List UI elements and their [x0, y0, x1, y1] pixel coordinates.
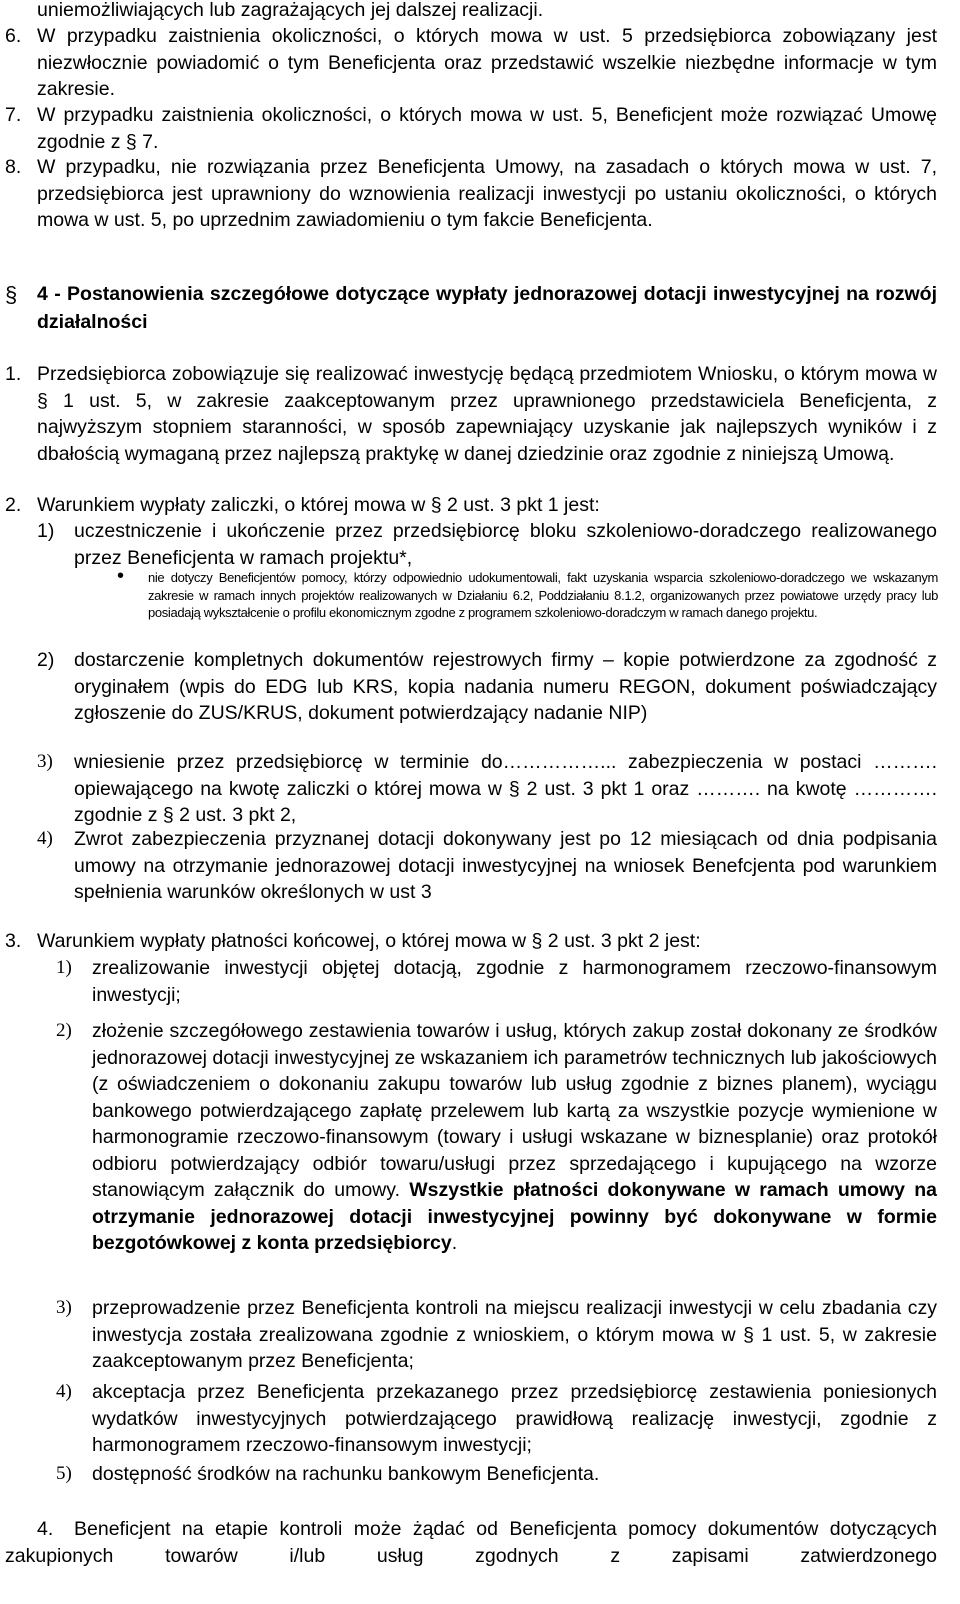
section-item-4: Beneficjent na etapie kontroli może żądać od Beneficjenta pomocy dokumentów dotyczących zakupionych towarów i/lub usług zgodnych z zapisami zatwierdzonego — [5, 1518, 937, 1567]
subitem-3-2-text: złożenie szczegółowego zestawienia towarów i usług, których zakup został dokonany ze środków jednorazowej dotacji inwestycyjnej ze wskazaniem ich parametrów technicznych lub jakościowych (z oświadczeniem o dokonaniu zakupu towarów lub usług zgodnie z biznes planem), wyciągu bankowego potwierdzającego zapłatę przelewem lub kartą za wszystkie pozycje wymienione w harmonogramie rzeczowo-finansowym (towary i usługi wskazane w biznesplanie) oraz protokół odbioru potwierdzający odbiór towaru/usługi przez sprzedającego i kupującego na wzorze stanowiącym załącznik do umowy. — [92, 1020, 937, 1201]
subitem-2-1: uczestniczenie i ukończenie przez przedsiębiorcę bloku szkoleniowo-doradczego realizowanego przez Beneficjenta w ramach projektu*, — [74, 520, 937, 569]
item-number-6: 6. — [5, 25, 22, 47]
subitem-number-2-4: 4) — [37, 828, 53, 849]
subitem-3-4: akceptacja przez Beneficjenta przekazanego przez przedsiębiorcę zestawienia poniesionych wydatków inwestycyjnych potwierdzającego prawidłową realizację inwestycji, zgodnie z harmonogramem rzeczowo-finansowym inwestycji; — [92, 1381, 937, 1456]
subitem-number-3-4: 4) — [56, 1381, 72, 1402]
section-item-number-4: 4. — [37, 1518, 54, 1540]
subitem-3-5: dostępność środków na rachunku bankowym Beneficjenta. — [92, 1463, 600, 1485]
bullet-note: nie dotyczy Beneficjentów pomocy, którzy odpowiednio udokumentowali, fakt uzyskania wsparcia szkoleniowo-doradczego we wskazanym zakresie w ramach innych projektów realizowanych w Działaniu 6.2, Poddziałaniu 8.1.2, organizowanych przez powiatowe urzędy pracy lub posiadają wykształcenie o profilu ekonomicznym zgodne z programem szkoleniowo-doradczym w ramach danego projektu. — [148, 570, 938, 621]
item-number-7: 7. — [5, 104, 22, 126]
subitem-3-2 — [92, 1018, 937, 1257]
paragraph-7: W przypadku zaistnienia okoliczności, o których mowa w ust. 5, Beneficjent może rozwiązać Umowę zgodnie z § 7. — [37, 104, 937, 153]
subitem-3-2-end: . — [451, 1232, 458, 1254]
paragraph-8: W przypadku, nie rozwiązania przez Beneficjenta Umowy, na zasadach o których mowa w ust. 7, przedsiębiorca jest uprawniony do wznowienia realizacji inwestycji po ustaniu okoliczności, o których mowa w ust. 5, po uprzednim zawiadomieniu o tym fakcie Beneficjenta. — [37, 156, 937, 231]
subitem-number-3-2: 2) — [56, 1020, 72, 1041]
section-item-3: Warunkiem wypłaty płatności końcowej, o której mowa w § 2 ust. 3 pkt 2 jest: — [37, 930, 701, 952]
section-item-number-2: 2. — [5, 494, 22, 516]
section-heading — [37, 280, 937, 336]
subitem-number-2-2: 2) — [37, 649, 55, 671]
section-item-2: Warunkiem wypłaty zaliczki, o której mowa w § 2 ust. 3 pkt 1 jest: — [37, 494, 600, 516]
subitem-number-2-3: 3) — [37, 751, 53, 772]
subitem-3-3: przeprowadzenie przez Beneficjenta kontroli na miejscu realizacji inwestycji w celu zbadania czy inwestycja została zrealizowana zgodnie z wnioskiem, o którym mowa w § 1 ust. 5, w zakresie zaakceptowanym przez Beneficjenta; — [92, 1297, 937, 1372]
section-symbol: § — [5, 282, 18, 307]
subitem-number-3-3: 3) — [56, 1297, 72, 1318]
subitem-2-2: dostarczenie kompletnych dokumentów rejestrowych firmy – kopie potwierdzone za zgodność z oryginałem (wpis do EDG lub KRS, kopia nadania numeru REGON, dokument poświadczający zgłoszenie do ZUS/KRUS, dokument potwierdzający nadanie NIP) — [74, 649, 937, 724]
item-number-8: 8. — [5, 156, 22, 178]
section-heading-text: 4 - Postanowienia szczegółowe dotyczące wypłaty jednorazowej dotacji inwestycyjnej na rozwój działalności — [37, 283, 937, 333]
paragraph-continuation: uniemożliwiających lub zagrażających jej dalszej realizacji. — [37, 0, 544, 21]
subitem-2-4: Zwrot zabezpieczenia przyznanej dotacji dokonywany jest po 12 miesiącach od dnia podpisania umowy na otrzymanie jednorazowej dotacji inwestycyjnej na wniosek Benefcjenta pod warunkiem spełnienia warunków określonych w ust 3 — [74, 828, 937, 903]
section-item-number-1: 1. — [5, 363, 22, 385]
subitem-number-2-1: 1) — [37, 520, 55, 542]
section-item-1: Przedsiębiorca zobowiązuje się realizować inwestycję będącą przedmiotem Wniosku, o którym mowa w § 1 ust. 5, w zakresie zaakceptowanym przez uprawnionego przedstawiciela Beneficjenta, z najwyższym stopniem staranności, w sposób zapewniający uzyskanie jak najlepszych wyników i z dbałością wymaganą przez najlepszą praktykę w danej dziedzinie oraz zgodnie z niniejszą Umową. — [37, 363, 937, 465]
section-item-number-3: 3. — [5, 930, 22, 952]
subitem-number-3-5: 5) — [56, 1463, 72, 1484]
subitem-2-3: wniesienie przez przedsiębiorcę w terminie do……………... zabezpieczenia w postaci ………. opiewającego na kwotę zaliczki o której mowa w § 2 ust. 3 pkt 1 oraz ………. na kwotę …………. zgodnie z § 2 ust. 3 pkt 2, — [74, 751, 937, 826]
paragraph-6: W przypadku zaistnienia okoliczności, o których mowa w ust. 5 przedsiębiorca zobowiązany jest niezwłocznie powiadomić o tym Beneficjenta oraz przedstawić wszelkie niezbędne informacje w tym zakresie. — [37, 25, 937, 100]
subitem-number-3-1: 1) — [56, 957, 72, 978]
subitem-3-2-bold-text: Wszystkie płatności dokonywane w ramach umowy na otrzymanie jednorazowej dotacji inwestycyjnej powinny być dokonywane w formie bezgotówkowej z konta przedsiębiorcy — [92, 1179, 937, 1254]
subitem-3-1: zrealizowanie inwestycji objętej dotacją, zgodnie z harmonogramem rzeczowo-finansowym inwestycji; — [92, 957, 937, 1006]
bullet-dot: • — [117, 565, 125, 587]
